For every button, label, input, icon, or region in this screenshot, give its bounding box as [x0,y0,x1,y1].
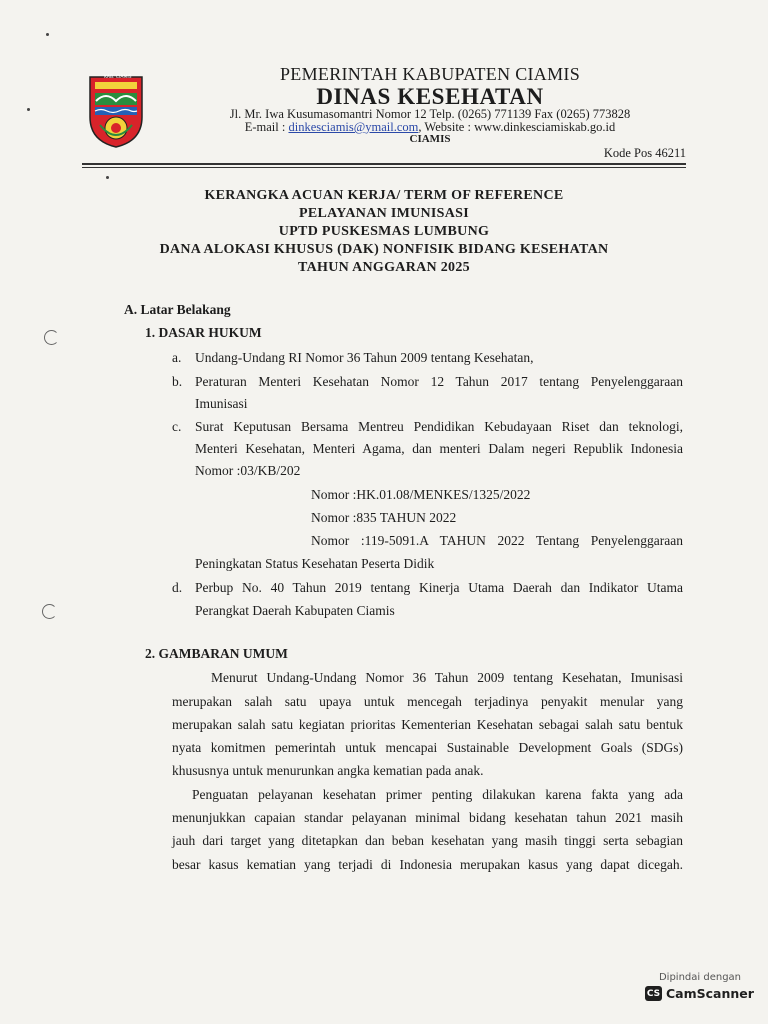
camscanner-name: CamScanner [666,986,754,1001]
email-label: E-mail : [244,120,289,134]
para-1-line-3: merupakan salah satu kegiatan prioritas Kementerian Kesehatan sebagai salah satu bentuk [172,717,683,732]
org-name: PEMERINTAH KABUPATEN CIAMIS [279,64,581,84]
doc-title-line-5: TAHUN ANGGARAN 2025 [298,260,470,275]
section-a-heading: A. Latar Belakang [124,302,231,317]
list-marker-c: c. [172,419,182,434]
item-c-line-6: Nomor :119-5091.A TAHUN 2022 Tentang Penyelenggaraan [311,533,683,548]
item-a-text: Undang-Undang RI Nomor 36 Tahun 2009 tentang Kesehatan, [195,350,534,365]
doc-title-line-1: KERANGKA ACUAN KERJA/ TERM OF REFERENCE [204,188,564,203]
item-c-line-7: Peningkatan Status Kesehatan Peserta Didik [195,556,435,571]
item-d-line-1: Perbup No. 40 Tahun 2019 tentang Kinerja Utama Daerah dan Indikator Utama [195,580,683,595]
para-1-line-5: khususnya untuk menurunkan angka kematian pada anak. [172,763,484,778]
office-address: Jl. Mr. Iwa Kusumasomantri Nomor 12 Telp. (0265) 771139 Fax (0265) 773828 [229,107,631,121]
website-text: , Website : www.dinkesciamiskab.go.id [418,120,616,134]
para-2-line-4: besar kasus kematian yang terjadi di Indonesia merupakan kasus yang dapat dicegah. [172,857,683,872]
item-c-line-2: Menteri Kesehatan, Menteri Agama, dan menteri Dalam negeri Republik Indonesia [195,441,683,456]
doc-title-line-2: PELAYANAN IMUNISASI [299,206,469,221]
camscanner-icon: CS [645,986,662,1001]
scan-speck [106,176,109,179]
punch-hole-mark [44,330,59,345]
item-c-line-1: Surat Keputusan Bersama Mentreu Pendidikan Kebudayaan Riset dan teknologi, [195,419,683,434]
punch-hole-mark [42,604,57,619]
ciamis-coat-of-arms-logo [86,71,146,149]
doc-title-line-4: DANA ALOKASI KHUSUS (DAK) NONFISIK BIDANG KESEHATAN [159,242,609,257]
city-name: CIAMIS [409,133,451,145]
email-link[interactable]: dinkesciamis@ymail.com [288,120,419,134]
item-b-line-2: Imunisasi [195,396,248,411]
logo-label: KAB. CIAMIS [104,75,132,80]
item-b-line-1: Peraturan Menteri Kesehatan Nomor 12 Tahun 2017 tentang Penyelenggaraan [195,374,683,389]
item-d-line-2: Perangkat Daerah Kabupaten Ciamis [195,603,395,618]
para-2-line-2: menunjukkan capaian standar pelayanan minimal bidang kesehatan tahun 2021 masih [172,810,683,825]
postal-code: Kode Pos 46211 [603,146,686,160]
para-2-line-3: jauh dari target yang ditetapkan dan beban kesehatan yang masih tinggi serta sebagian [172,833,683,848]
para-1-line-1: Menurut Undang-Undang Nomor 36 Tahun 2009 tentang Kesehatan, Imunisasi [211,670,683,685]
scan-speck [46,33,49,36]
para-1-line-4: nyata komitmen pemerintah untuk mencapai Sustainable Development Goals (SDGs) [172,740,683,755]
item-c-line-5: Nomor :835 TAHUN 2022 [311,510,457,525]
camscanner-badge [645,972,755,1001]
item-c-line-4: Nomor :HK.01.08/MENKES/1325/2022 [311,487,531,502]
doc-title-line-3: UPTD PUSKESMAS LUMBUNG [278,224,490,239]
letterhead-rule-thick [82,163,686,165]
gambaran-umum-heading: 2. GAMBARAN UMUM [145,646,288,661]
list-marker-d: d. [172,580,183,595]
dasar-hukum-heading: 1. DASAR HUKUM [145,325,262,340]
scan-speck [27,108,30,111]
list-marker-b: b. [172,374,183,389]
para-2-line-1: Penguatan pelayanan kesehatan primer penting dilakukan karena fakta yang ada [192,787,683,802]
para-1-line-2: merupakan salah satu upaya untuk mencegah terjadinya penyakit menular yang [172,694,683,709]
scanned-with-label: Dipindai dengan [658,972,742,983]
item-c-line-3: Nomor :03/KB/202 [195,463,301,478]
letterhead-rule-thin [82,167,686,168]
list-marker-a: a. [172,350,182,365]
department-name: DINAS KESEHATAN [316,84,544,109]
